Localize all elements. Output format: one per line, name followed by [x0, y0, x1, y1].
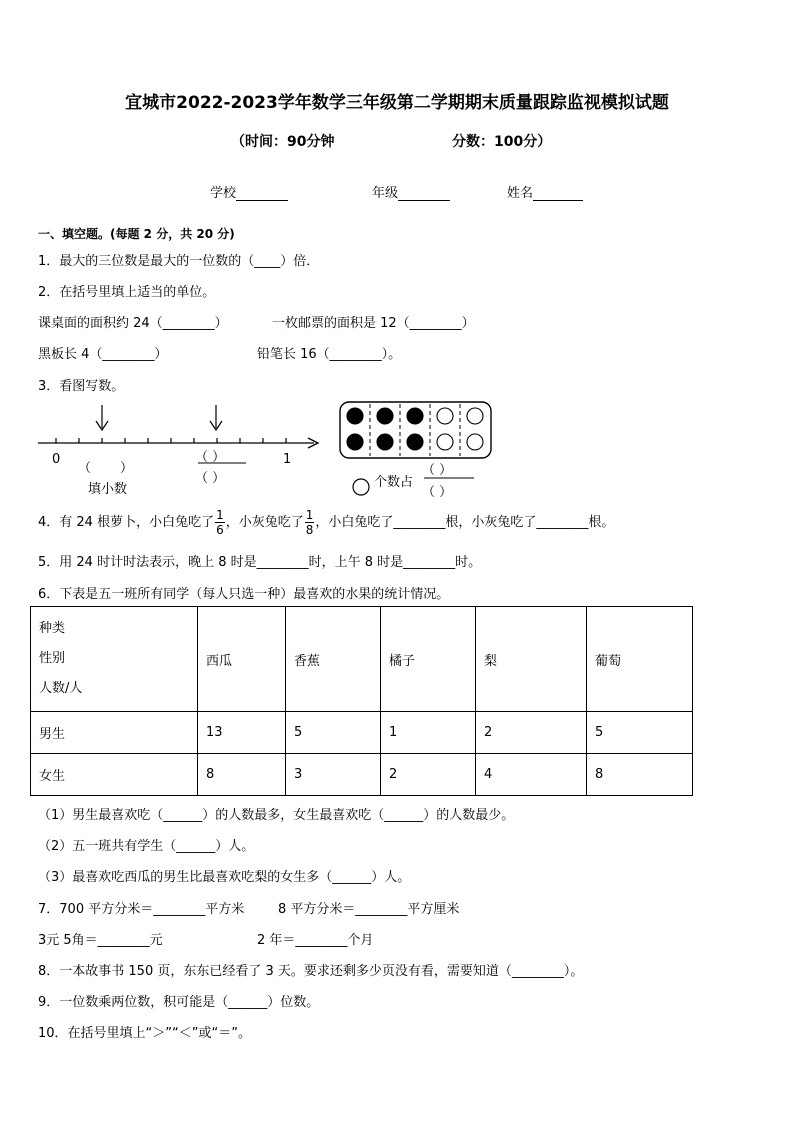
down-arrow-icon [210, 405, 222, 430]
table-header-cell: 香蕉 [286, 607, 381, 712]
name-field[interactable] [507, 182, 583, 201]
filled-circle-icon [347, 408, 363, 424]
school-field[interactable] [210, 182, 288, 201]
down-arrow-icon [96, 405, 108, 430]
fraction-denominator-blank[interactable]: （ ） [195, 471, 226, 486]
question-1: 1．最大的三位数是最大的一位数的（____）倍． [38, 254, 320, 269]
name-blank[interactable] [533, 200, 583, 201]
question-4-part-c: ，小白兔吃了________根，小灰兔吃了________根。 [315, 515, 615, 530]
question-4-part-a: 4．有 24 根萝卜，小白兔吃了 [38, 515, 215, 530]
fruit-stats-table [30, 606, 693, 796]
question-2c: 黑板长 4（________） [38, 347, 168, 362]
axis-label-zero: 0 [52, 452, 61, 467]
question-8: 8．一本故事书 150 页，东东已经看了 3 天。要求还剩多少页没有看，需要知道（________）。 [38, 964, 584, 979]
empty-circle-icon [437, 434, 453, 450]
table-cell: 3 [286, 754, 381, 796]
table-cell: 13 [198, 712, 286, 754]
question-7c: 3元 5角＝________元 [38, 933, 163, 948]
question-7d: 2 年＝________个月 [257, 933, 374, 948]
table-cell: 2 [381, 754, 476, 796]
axis-label-one: 1 [283, 452, 292, 467]
table-row-label: 男生 [31, 712, 198, 754]
question-2a: 课桌面的面积约 24（________） [38, 316, 228, 331]
table-row [31, 754, 693, 796]
number-line-figure [30, 400, 330, 500]
filled-circle-icon [377, 408, 393, 424]
table-header-cell: 葡萄 [587, 607, 693, 712]
fraction-numerator-blank[interactable]: （ ） [195, 450, 226, 465]
question-7b: 8 平方分米＝________平方厘米 [278, 902, 460, 917]
question-2b: 一枚邮票的面积是 12（________） [272, 316, 475, 331]
table-header-cell: 梨 [476, 607, 587, 712]
table-cell: 5 [286, 712, 381, 754]
question-10: 10．在括号里填上“＞”“＜”或“＝”。 [38, 1026, 251, 1041]
filled-circle-icon [407, 408, 423, 424]
table-cell: 8 [587, 754, 693, 796]
question-2-stem: 2．在括号里填上适当的单位。 [38, 285, 216, 300]
empty-circle-icon [467, 434, 483, 450]
table-header-cell: 橘子 [381, 607, 476, 712]
filled-circle-icon [377, 434, 393, 450]
question-6-sub-1: （1）男生最喜欢吃（______）的人数最多，女生最喜欢吃（______）的人数最少。 [38, 808, 515, 823]
question-2d: 铅笔长 16（________）。 [257, 347, 402, 362]
question-9: 9．一位数乘两位数，积可能是（______）位数。 [38, 995, 320, 1010]
section-heading: 一、填空题。(每题 2 分，共 20 分) [38, 227, 235, 241]
circle-fraction-numerator-blank[interactable]: （ ） [422, 463, 453, 478]
diagonal-header-cell: 种类 性别 人数/人 [31, 607, 198, 712]
exam-time: （时间：90分钟 [231, 134, 335, 150]
question-6-sub-2: （2）五一班共有学生（______）人。 [38, 839, 255, 854]
page-title: 宜城市2022-2023学年数学三年级第二学期期末质量跟踪监视模拟试题 [125, 93, 669, 113]
school-label: 学校 [210, 186, 237, 201]
fraction-one-eighth: $\frac{1}{8}$ [305, 508, 314, 537]
dot-grid-figure [338, 400, 498, 500]
circle-fraction-denominator-blank[interactable]: （ ） [422, 485, 453, 500]
question-6-sub-3: （3）最喜欢吃西瓜的男生比最喜欢吃梨的女生多（______）人。 [38, 870, 411, 885]
question-4-part-b: ，小灰兔吃了 [225, 515, 304, 530]
decimal-paren-right: ） [120, 461, 134, 476]
question-7a: 7．700 平方分米＝________平方米 [38, 902, 245, 917]
school-blank[interactable] [236, 200, 288, 201]
table-header-cell: 西瓜 [198, 607, 286, 712]
grade-field[interactable] [372, 182, 450, 201]
table-row-label: 女生 [31, 754, 198, 796]
grade-label: 年级 [372, 186, 399, 201]
question-6-stem: 6．下表是五一班所有同学（每人只选一种）最喜欢的水果的统计情况。 [38, 587, 450, 602]
question-3-stem: 3．看图写数。 [38, 379, 125, 394]
empty-circle-icon [437, 408, 453, 424]
table-cell: 8 [198, 754, 286, 796]
table-cell: 4 [476, 754, 587, 796]
decimal-caption: 填小数 [88, 482, 128, 497]
exam-score: 分数：100分） [452, 134, 552, 150]
circle-fraction-caption: 个数占 [374, 475, 414, 490]
filled-circle-icon [407, 434, 423, 450]
table-header-row [31, 607, 693, 712]
table-cell: 2 [476, 712, 587, 754]
filled-circle-icon [347, 434, 363, 450]
table-row [31, 712, 693, 754]
decimal-paren-left: （ [78, 461, 92, 476]
empty-circle-icon [353, 479, 369, 495]
empty-circle-icon [467, 408, 483, 424]
number-line [38, 438, 318, 448]
fraction-one-sixth: $\frac{1}{6}$ [216, 508, 224, 537]
grade-blank[interactable] [398, 200, 450, 201]
question-4 [38, 508, 614, 538]
table-cell: 1 [381, 712, 476, 754]
name-label: 姓名 [507, 186, 534, 201]
question-5: 5．用 24 时计时法表示，晚上 8 时是________时，上午 8 时是________时。 [38, 555, 482, 570]
table-cell: 5 [587, 712, 693, 754]
